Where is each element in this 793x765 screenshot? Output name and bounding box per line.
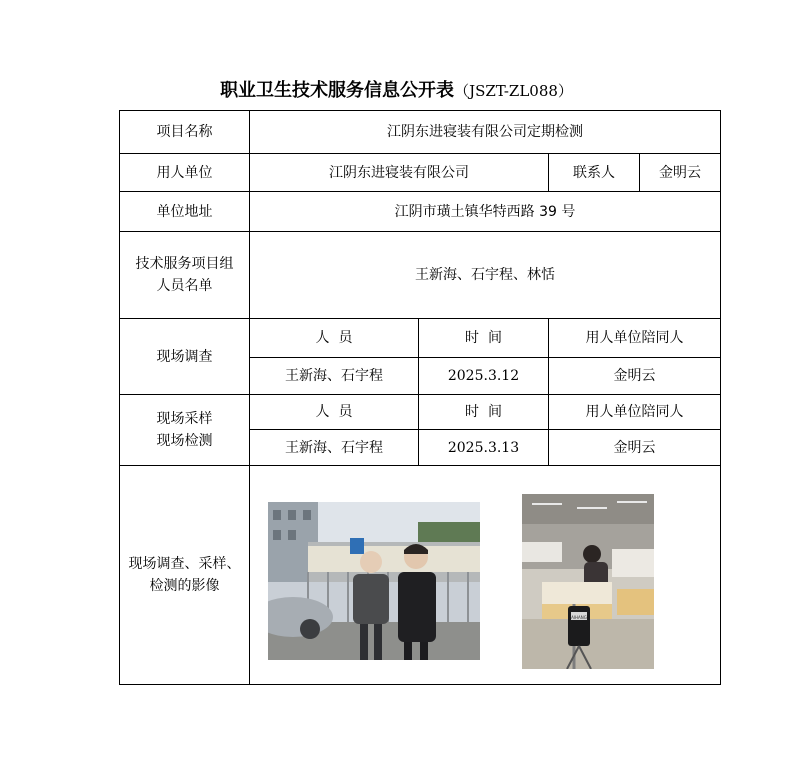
document-title — [0, 76, 793, 102]
photo-field-sampling — [522, 494, 654, 669]
sampling-staff: 王新海、石宇程 — [250, 430, 419, 466]
device-label: AIHANG — [571, 615, 587, 620]
team-label — [120, 232, 250, 319]
photo-area — [250, 466, 720, 683]
team-value: 王新海、石宇程、林恬 — [250, 232, 721, 319]
sampling-col-time: 时 间 — [419, 395, 549, 430]
sampling-col-staff: 人 员 — [250, 395, 419, 430]
project-name-value: 江阴东进寝装有限公司定期检测 — [250, 111, 721, 154]
survey-escort: 金明云 — [549, 358, 721, 395]
survey-staff: 王新海、石宇程 — [250, 358, 419, 395]
sampling-col-escort: 用人单位陪同人 — [549, 395, 721, 430]
project-name-label: 项目名称 — [120, 111, 250, 154]
info-table — [119, 110, 721, 685]
images-cell — [250, 466, 721, 685]
address-label: 单位地址 — [120, 192, 250, 232]
sampling-label-line1: 现场采样 — [156, 411, 213, 427]
photo-site-survey — [268, 502, 480, 660]
sampling-escort: 金明云 — [549, 430, 721, 466]
row-sampling-header — [120, 395, 721, 430]
survey-col-staff: 人 员 — [250, 319, 419, 358]
photo-field-sampling-image — [522, 494, 654, 669]
contact-value: 金明云 — [640, 154, 721, 192]
row-project-name — [120, 111, 721, 154]
survey-col-escort: 用人单位陪同人 — [549, 319, 721, 358]
team-label-line2: 人员名单 — [156, 278, 213, 294]
images-label-line2: 检测的影像 — [149, 578, 220, 594]
title-main: 职业卫生技术服务信息公开表 — [220, 80, 455, 101]
row-images — [120, 466, 721, 685]
row-team — [120, 232, 721, 319]
row-address — [120, 192, 721, 232]
images-label — [120, 466, 250, 685]
images-label-line1: 现场调查、采样、 — [128, 556, 241, 572]
address-value: 江阴市璜土镇华特西路 39 号 — [250, 192, 721, 232]
team-label-line1: 技术服务项目组 — [135, 256, 234, 272]
sampling-time: 2025.3.13 — [419, 430, 549, 466]
employer-value: 江阴东进寝装有限公司 — [250, 154, 549, 192]
photo-site-survey-image — [268, 502, 480, 660]
survey-label: 现场调查 — [120, 319, 250, 395]
sampling-label — [120, 395, 250, 466]
contact-label: 联系人 — [549, 154, 640, 192]
survey-time: 2025.3.12 — [419, 358, 549, 395]
row-employer — [120, 154, 721, 192]
survey-col-time: 时 间 — [419, 319, 549, 358]
title-code: （JSZT-ZL088） — [454, 82, 573, 100]
row-survey-header — [120, 319, 721, 358]
sampling-label-line2: 现场检测 — [156, 433, 213, 449]
employer-label: 用人单位 — [120, 154, 250, 192]
